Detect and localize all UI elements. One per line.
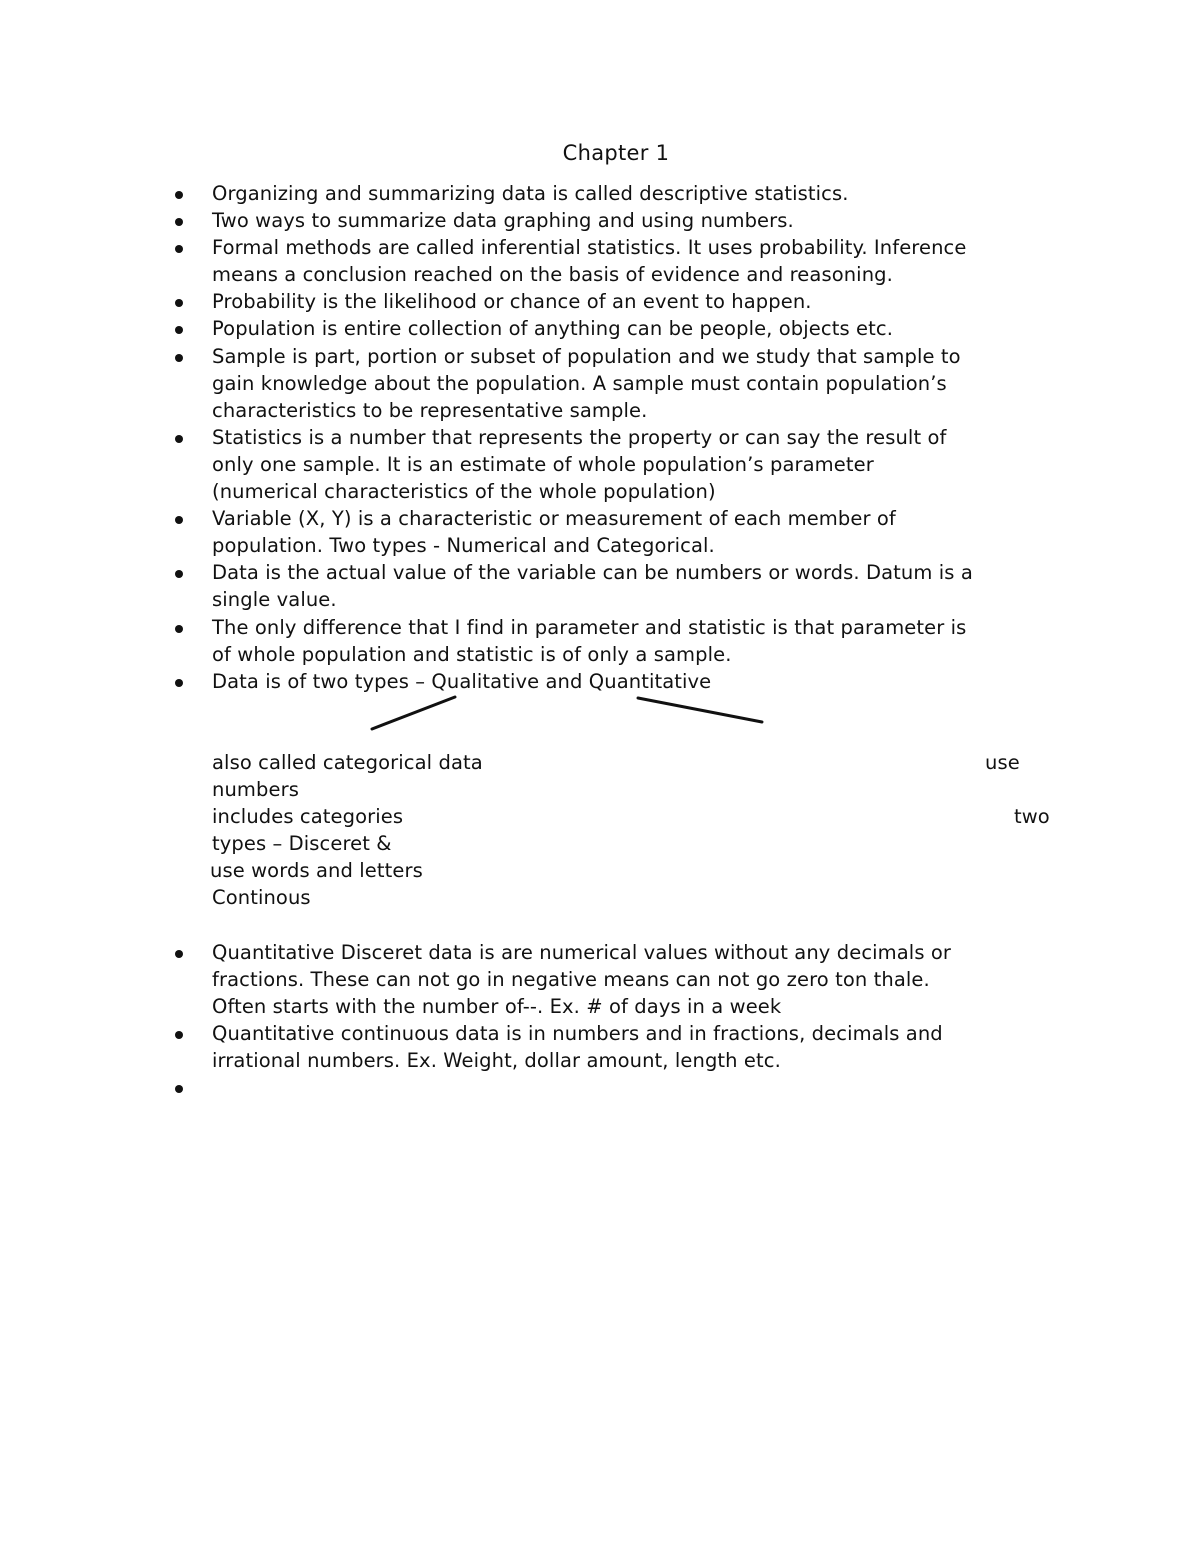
list-item: Data is the actual value of the variable can be numbers or words. Datum is a single value.	[171, 559, 1071, 613]
list-item: Sample is part, portion or subset of population and we study that sample to gain knowledge about the population. A sample must contain population’s characteristics to be representative sample.	[171, 343, 1071, 424]
bullet-icon	[175, 1031, 183, 1039]
list-item: Quantitative Disceret data is are numerical values without any decimals or fractions. These can not go in negative means can not go zero ton thale. Often starts with the number of--. Ex. # of days in a week	[171, 939, 1071, 1020]
bullet-icon	[175, 1085, 183, 1093]
list-item: Two ways to summarize data graphing and using numbers.	[171, 207, 1071, 234]
bullet-icon	[175, 516, 183, 524]
bullet-icon	[175, 625, 183, 633]
quantitative-note-1: use	[985, 750, 1020, 774]
bullet-icon	[175, 570, 183, 578]
bullet-icon	[175, 299, 183, 307]
qualitative-note-3: use words and letters	[210, 858, 423, 882]
quantitative-note-5: Continous	[212, 885, 311, 909]
bullet-icon	[175, 245, 183, 253]
list-item: Formal methods are called inferential statistics. It uses probability. Inference means a conclusion reached on the basis of evidence and reasoning.	[171, 234, 1071, 288]
list-item: Quantitative continuous data is in numbers and in fractions, decimals and irrational numbers. Ex. Weight, dollar amount, length etc.	[171, 1020, 1071, 1074]
list-item	[171, 1074, 1071, 1101]
bullet-icon	[175, 679, 183, 687]
qualitative-note-2: includes categories	[212, 804, 404, 828]
quantitative-note-3: two	[1014, 804, 1050, 828]
notes-list	[171, 180, 1071, 1101]
bullet-icon	[175, 326, 183, 334]
bullet-icon	[175, 950, 183, 958]
bullet-icon	[175, 218, 183, 226]
page-title: Chapter 1	[562, 141, 670, 165]
list-item: The only difference that I find in parameter and statistic is that parameter is of whole population and statistic is of only a sample.	[171, 614, 1071, 668]
data-types-notes	[171, 695, 1071, 939]
bullet-icon	[175, 435, 183, 443]
list-item: Variable (X, Y) is a characteristic or measurement of each member of population. Two types - Numerical and Categorical.	[171, 505, 1071, 559]
list-item: Organizing and summarizing data is called descriptive statistics.	[171, 180, 1071, 207]
list-item: Probability is the likelihood or chance of an event to happen.	[171, 288, 1071, 315]
list-item: Data is of two types – Qualitative and Quantitative	[171, 668, 1071, 695]
list-item: Population is entire collection of anything can be people, objects etc.	[171, 315, 1071, 342]
list-item: Statistics is a number that represents the property or can say the result of only one sample. It is an estimate of whole population’s parameter (numerical characteristics of the whole population)	[171, 424, 1071, 505]
bullet-icon	[175, 191, 183, 199]
sub-notes-block	[212, 722, 1071, 912]
qualitative-note-1: also called categorical data	[212, 750, 483, 774]
quantitative-note-2: numbers	[212, 777, 299, 801]
quantitative-note-4: types – Disceret &	[212, 831, 392, 855]
bullet-icon	[175, 354, 183, 362]
